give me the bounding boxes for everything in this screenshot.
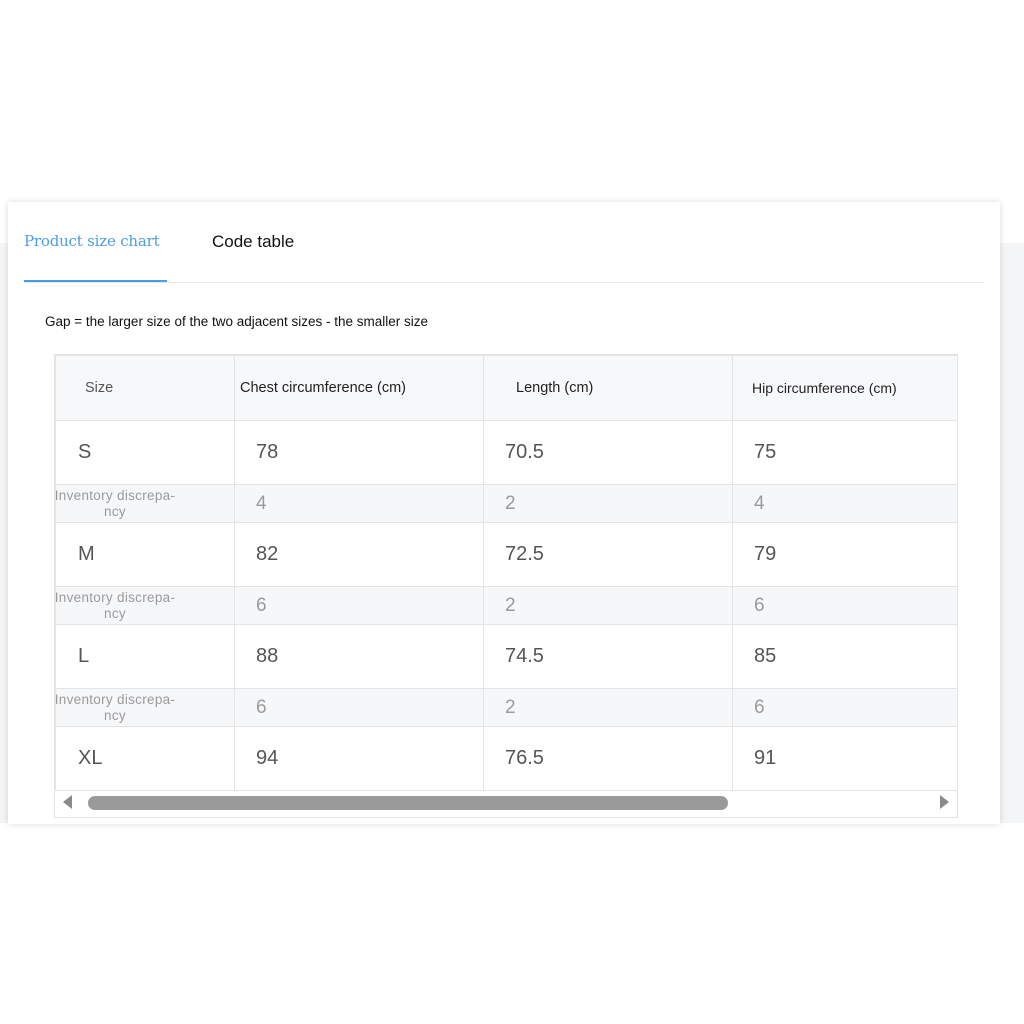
- gap-row: [56, 689, 958, 727]
- size-table-container: [54, 354, 958, 818]
- gap-hip-cell: 6: [733, 587, 958, 625]
- gap-chest-cell: 4: [235, 485, 484, 523]
- table-row: [56, 727, 958, 791]
- tab-code-table[interactable]: Code table: [212, 232, 295, 251]
- length-cell: 72.5: [484, 523, 733, 587]
- gap-length-cell: 2: [484, 587, 733, 625]
- chest-cell: 82: [235, 523, 484, 587]
- gap-explanation-note: Gap = the larger size of the two adjacent sizes - the smaller size: [45, 314, 429, 329]
- gap-row: [56, 587, 958, 625]
- gap-row: [56, 485, 958, 523]
- chest-cell: 94: [235, 727, 484, 791]
- hip-cell: 79: [733, 523, 958, 587]
- gap-label: Inventory discrepa- ncy: [54, 589, 176, 621]
- size-table: [55, 355, 958, 791]
- gap-length-cell: 2: [484, 485, 733, 523]
- active-tab-indicator: [24, 280, 167, 282]
- gap-hip-cell: 4: [733, 485, 958, 523]
- tab-bar: [24, 202, 984, 283]
- header-hip: Hip circumference (cm): [733, 356, 958, 421]
- gap-chest-cell: 6: [235, 587, 484, 625]
- table-row: [56, 421, 958, 485]
- caret-left-icon[interactable]: [63, 795, 72, 809]
- hip-cell: 91: [733, 727, 958, 791]
- gap-label-cell: [56, 485, 235, 523]
- scrollbar-thumb[interactable]: [88, 796, 728, 810]
- gap-label: Inventory discrepa- ncy: [54, 487, 176, 519]
- header-length: Length (cm): [484, 356, 733, 421]
- size-chart-dialog: [8, 202, 1000, 824]
- caret-right-icon[interactable]: [940, 795, 949, 809]
- hip-cell: 85: [733, 625, 958, 689]
- header-chest: Chest circumference (cm): [235, 356, 484, 421]
- header-size: Size: [56, 356, 235, 421]
- table-header-row: [56, 356, 958, 421]
- gap-length-cell: 2: [484, 689, 733, 727]
- length-cell: 76.5: [484, 727, 733, 791]
- table-row: [56, 625, 958, 689]
- gap-label-cell: [56, 587, 235, 625]
- size-cell: M: [56, 523, 235, 587]
- gap-label: Inventory discrepa- ncy: [54, 691, 176, 723]
- chest-cell: 78: [235, 421, 484, 485]
- length-cell: 70.5: [484, 421, 733, 485]
- chest-cell: 88: [235, 625, 484, 689]
- size-cell: L: [56, 625, 235, 689]
- gap-label-cell: [56, 689, 235, 727]
- hip-cell: 75: [733, 421, 958, 485]
- length-cell: 74.5: [484, 625, 733, 689]
- tab-product-size-chart[interactable]: Product size chart: [24, 232, 160, 250]
- size-cell: S: [56, 421, 235, 485]
- horizontal-scrollbar[interactable]: [55, 791, 957, 813]
- gap-hip-cell: 6: [733, 689, 958, 727]
- table-row: [56, 523, 958, 587]
- gap-chest-cell: 6: [235, 689, 484, 727]
- size-cell: XL: [56, 727, 235, 791]
